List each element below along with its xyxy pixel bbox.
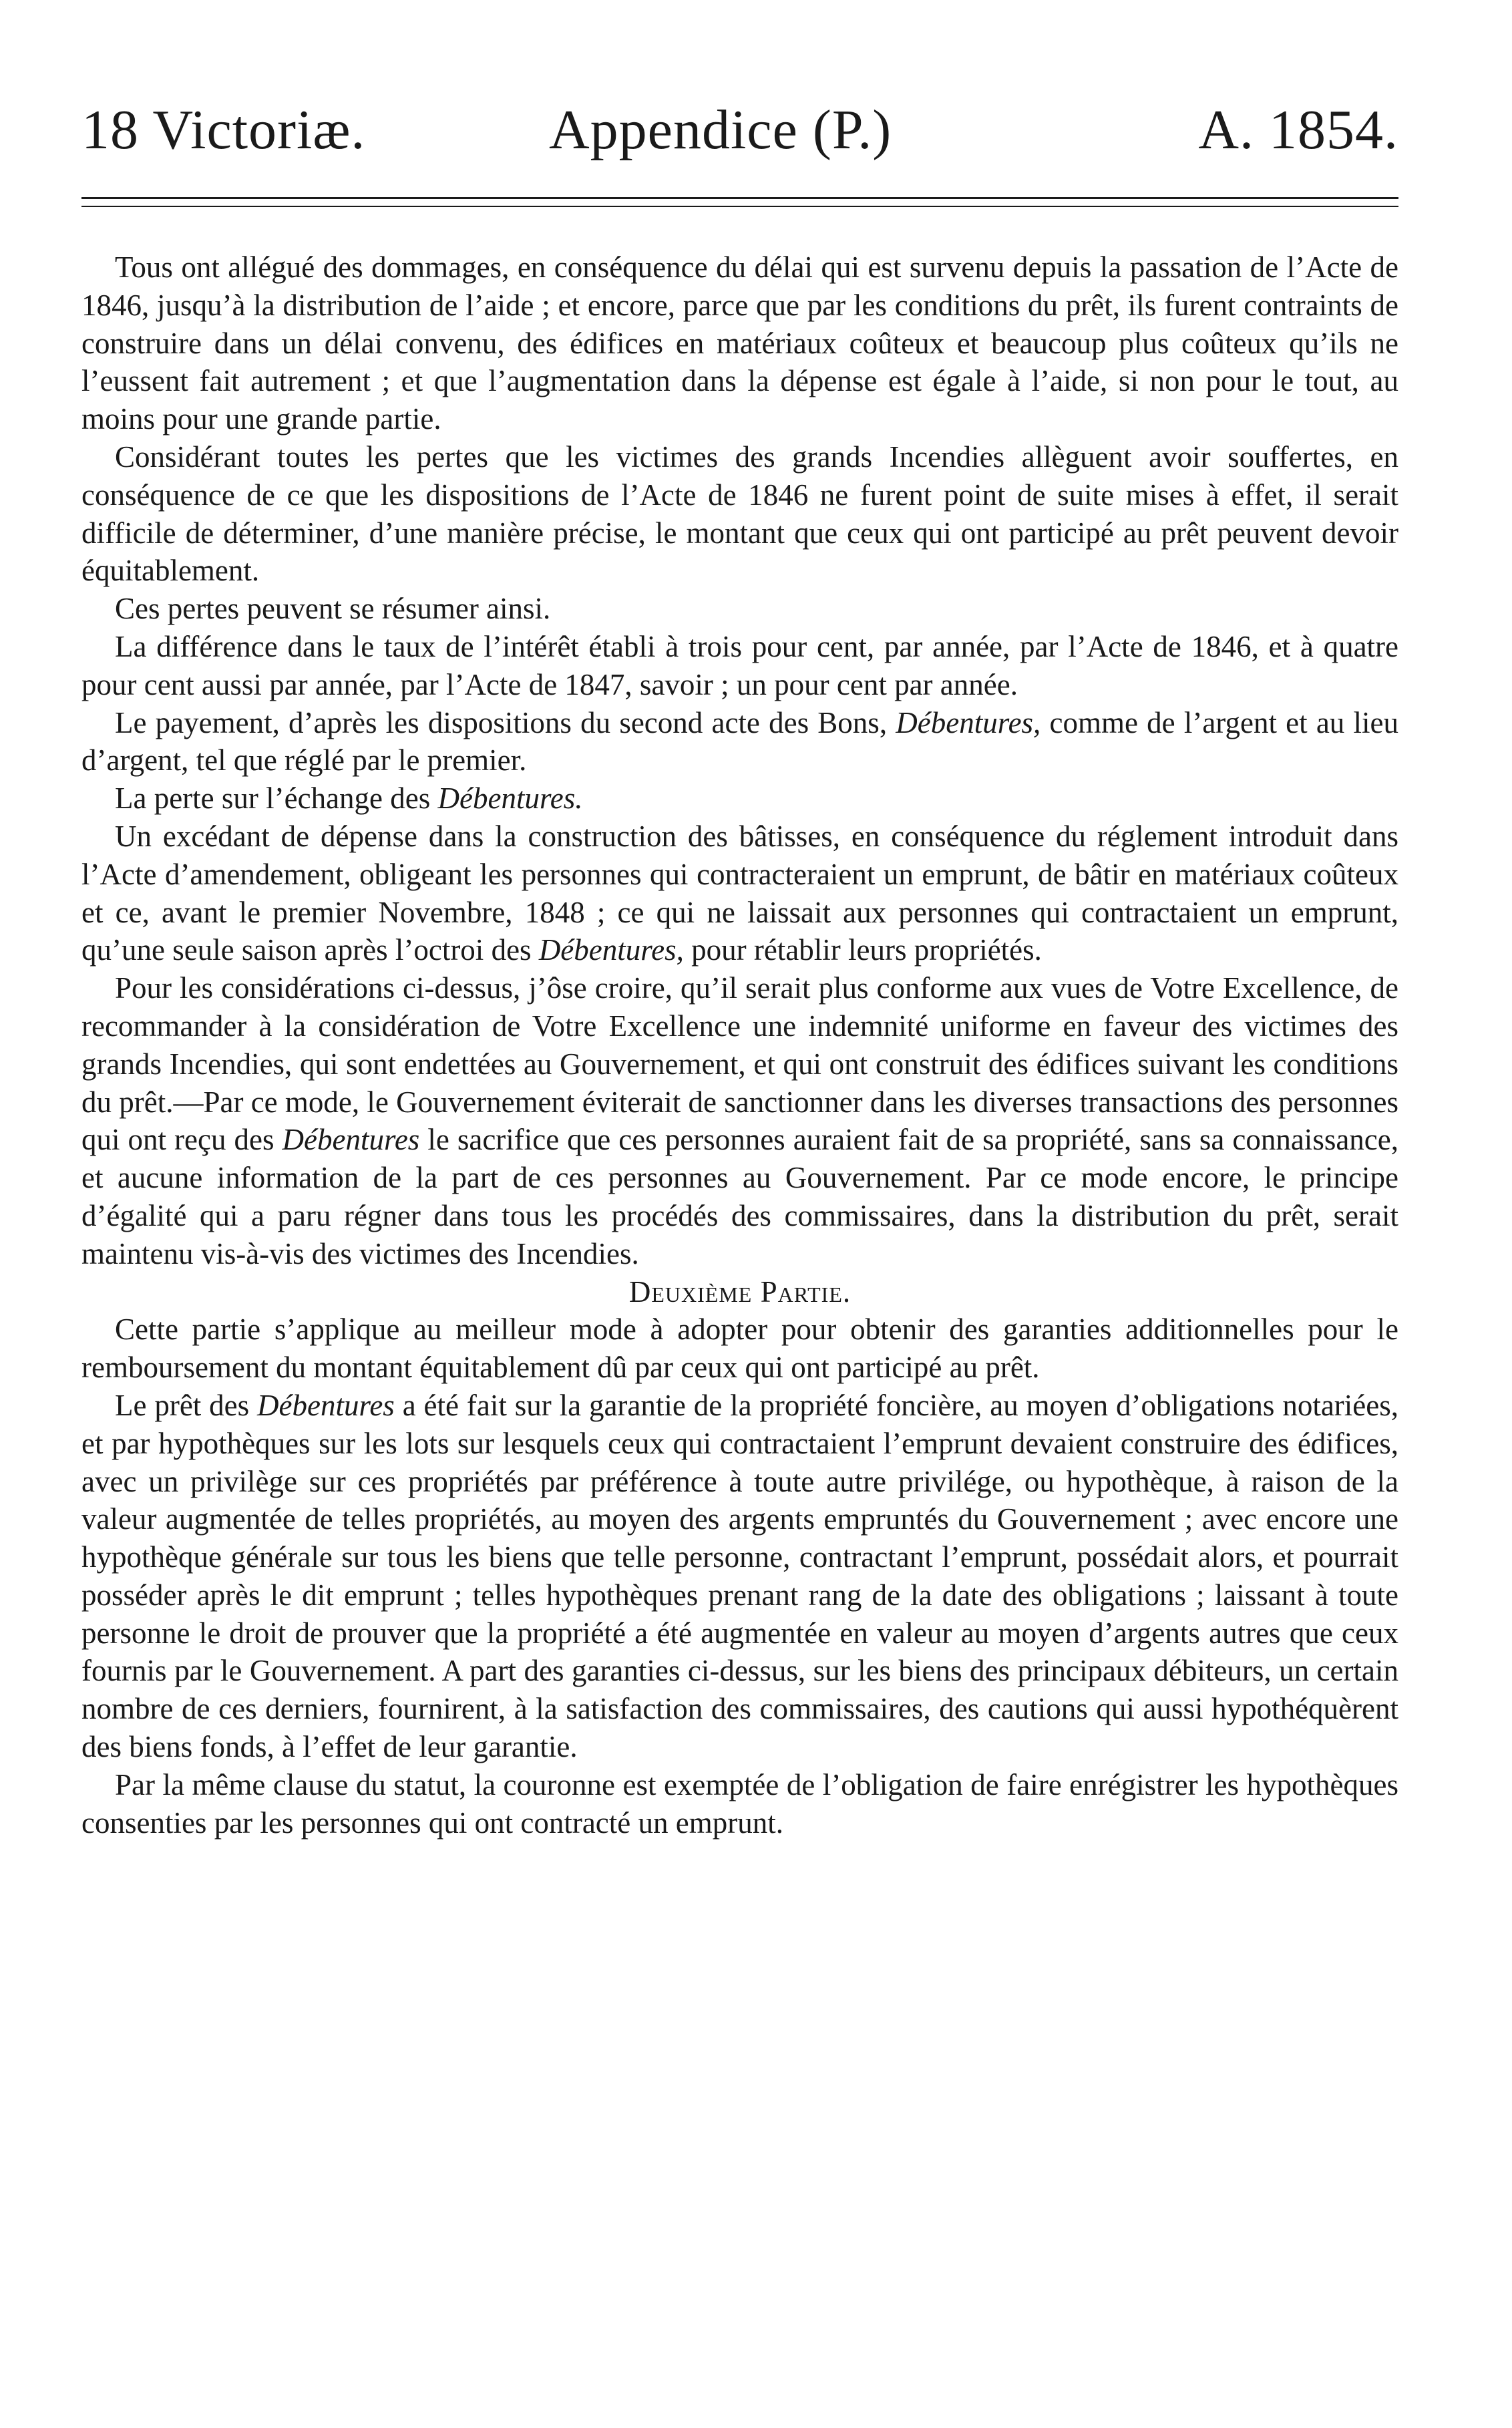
paragraph: Cette partie s’applique au meilleur mode à adopter pour obtenir des garanties additionnelles pour le remboursement du montant équitablement dû par ceux qui ont participé au prêt. [81,1313,1398,1385]
italic-term: Débentures, [538,933,684,967]
paragraph-text: Pour les considérations ci-dessus, j’ôse croire, qu’il serait plus conforme aux vues de Votre Excellence, de recommander à la considération de Votre Excellence une indemnité uniforme en faveur des victimes des grands Incendies, qui sont endettées au Gouvernement, et qui ont construit des édifices suivant les conditions du prêt.—Par ce mode, le Gouvernement éviterait de sanctionner dans les diverses transactions des personnes qui ont reçu des [81,971,1398,1157]
paragraph: Ces pertes peuvent se résumer ainsi. [115,592,551,626]
paragraph [81,779,1398,818]
header-year: A. 1854. [1198,99,1398,161]
paragraph-text: comme de l’argent et au lieu d’argent, tel que réglé par le premier. [81,705,1398,777]
header-title: Appendice (P.) [549,99,892,161]
italic-term: Débentures [282,1123,420,1157]
paragraph [81,1387,1398,1766]
paragraph-text: La perte sur l’échange des [115,782,438,816]
header-session: 18 Victoriæ. [81,99,366,161]
paragraph [81,969,1398,1272]
body-text [81,248,1398,1842]
paragraph-text: a été fait sur la garantie de la propriété foncière, au moyen d’obligations notariées, et par hypothèques sur les lots sur lesquels ceux qui contractaient l’emprunt devaient construire des édifices, avec un privilège sur ces propriétés par préférence à toute autre privilége, ou hypothèque, à raison de la valeur augmentée de telles propriétés, au moyen des argents empruntés du Gouvernement ; avec encore une hypothèque générale sur tous les biens que telle personne, contractant l’emprunt, possédait alors, et pourrait posséder après le dit emprunt ; telles hypothèques prenant rang de la date des obligations ; laissant à toute personne le droit de prouver que la propriété a été augmentée en valeur au moyen d’argents autres que ceux fournis par le Gouvernement. A part des garanties ci-dessus, sur les biens des principaux débiteurs, un certain nombre de ces derniers, fournirent, à la satisfaction des commissaires, des cautions qui aussi hypothéquèrent des biens fonds, à l’effet de leur garantie. [81,1388,1398,1764]
header-rule-bottom [81,206,1398,207]
paragraph-text: Le prêt des [115,1388,258,1422]
section-heading: Deuxième Partie. [628,1274,852,1309]
paragraph: Par la même clause du statut, la couronne est exemptée de l’obligation de faire enrégistrer les hypothèques consenties par les personnes qui ont contracté un emprunt. [81,1767,1398,1840]
document-page [81,0,1398,2428]
italic-term: Débentures. [437,782,583,816]
paragraph: La différence dans le taux de l’intérêt établi à trois pour cent, par année, par l’Acte de 1846, et à quatre pour cent aussi par année, par l’Acte de 1847, savoir ; un pour cent par année. [81,629,1398,701]
paragraph-text: Le payement, d’après les dispositions du second acte des Bons, [115,705,896,739]
paragraph [81,818,1398,969]
paragraph-text: le sacrifice que ces personnes auraient fait de sa propriété, sans sa connaissance, et aucune information de la part de ces personnes au Gouvernement. Par ce mode encore, le principe d’égalité qui a paru régner dans tous les procédés des commissaires, dans la distribution du prêt, serait maintenu vis-à-vis des victimes des Incendies. [81,1123,1399,1270]
italic-term: Débentures, [896,705,1041,739]
header-rule-top [81,197,1398,199]
paragraph: Tous ont allégué des dommages, en conséquence du délai qui est survenu depuis la passation de l’Acte de 1846, jusqu’à la distribution de l’aide ; et encore, parce que par les conditions du prêt, ils furent contraints de construire dans un délai convenu, des édifices en matériaux coûteux et beaucoup plus coûteux qu’ils ne l’eussent fait autrement ; et que l’augmentation dans la dépense est égale à l’aide, si non pour le tout, au moins pour une grande partie. [81,250,1398,436]
italic-term: Débentures [257,1388,395,1422]
paragraph-text: Un excédant de dépense dans la construction des bâtisses, en conséquence du réglement introduit dans l’Acte d’amendement, obligeant les personnes qui contracteraient un emprunt, de bâtir en matériaux coûteux et ce, avant le premier Novembre, 1848 ; ce qui ne laissait aux personnes qui contractaient un emprunt, qu’une seule saison après l’octroi des [81,819,1398,967]
page-header [81,94,1398,167]
paragraph-text: pour rétablir leurs propriétés. [683,933,1042,967]
paragraph [81,704,1398,780]
paragraph: Considérant toutes les pertes que les victimes des grands Incendies allèguent avoir souffertes, en conséquence de ce que les dispositions de l’Acte de 1846 ne furent point de suite mises à effet, il serait difficile de déterminer, d’une manière précise, le montant que ceux qui ont participé au prêt peuvent devoir équitablement. [81,440,1398,588]
